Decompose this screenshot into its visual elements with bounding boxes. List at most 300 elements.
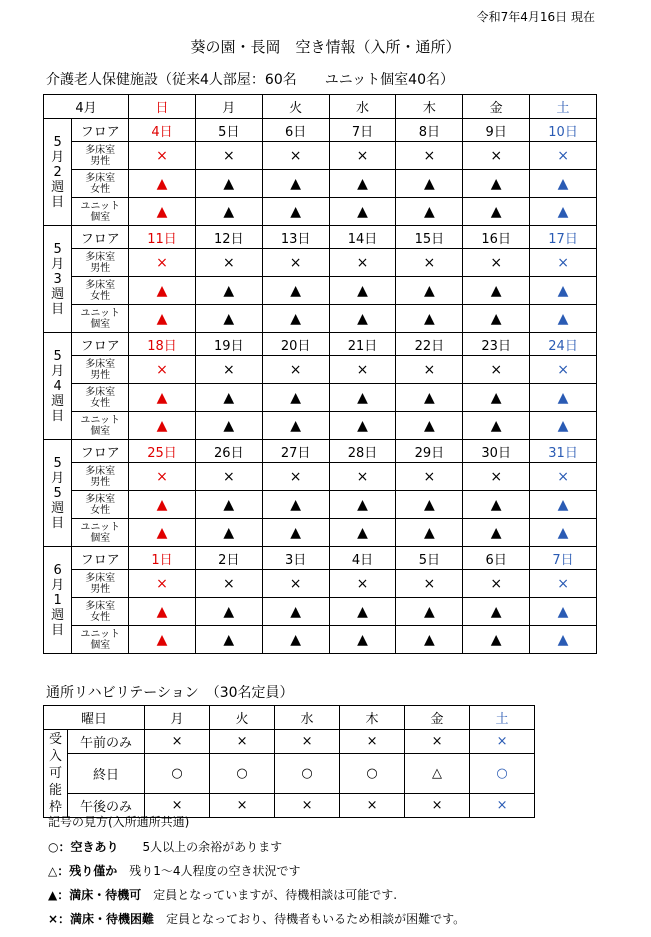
week-label-char: 5 — [53, 485, 62, 501]
day-header: 金 — [463, 95, 530, 119]
date-cell: 14日 — [329, 226, 396, 249]
status-cell: × — [329, 463, 396, 491]
status-cell: ▲ — [129, 626, 196, 654]
week-label-char: 月 — [51, 470, 65, 486]
status-cell: ▲ — [195, 412, 262, 440]
floor-label: フロア — [72, 119, 129, 142]
week-label-char: 目 — [51, 515, 65, 531]
status-cell: ▲ — [129, 277, 196, 305]
male-row — [44, 570, 597, 598]
room-type-label-line: 多床室 — [85, 279, 116, 291]
room-type-label-line: 個室 — [90, 425, 111, 437]
status-cell: ▲ — [195, 491, 262, 519]
status-cell: ▲ — [129, 170, 196, 198]
status-cell: × — [396, 356, 463, 384]
floor-row — [44, 547, 597, 570]
status-cell: ▲ — [195, 305, 262, 333]
status-cell: ▲ — [262, 598, 329, 626]
week-label-char: 1 — [53, 592, 62, 608]
rehab-status-cell: × — [470, 794, 535, 818]
status-cell: ▲ — [262, 384, 329, 412]
week-label-char: 2 — [53, 164, 62, 180]
status-cell: ▲ — [262, 412, 329, 440]
rehab-title: 通所リハビリテーション （30名定員） — [46, 685, 294, 701]
status-cell: ▲ — [463, 412, 530, 440]
status-cell: ▲ — [129, 198, 196, 226]
status-cell: ▲ — [530, 170, 597, 198]
week-label-char: 月 — [51, 149, 65, 165]
male-row — [44, 249, 597, 277]
status-cell: ▲ — [530, 598, 597, 626]
female-row — [44, 170, 597, 198]
status-cell: × — [463, 249, 530, 277]
room-type-label-line: 女性 — [90, 290, 111, 302]
room-type-label — [72, 198, 129, 226]
date-cell: 17日 — [530, 226, 597, 249]
status-cell: ▲ — [329, 277, 396, 305]
week-label-char: 週 — [51, 500, 65, 516]
status-cell: × — [129, 356, 196, 384]
status-cell: × — [530, 570, 597, 598]
room-type-label-line: 個室 — [90, 639, 111, 651]
status-cell: × — [396, 570, 463, 598]
status-cell: ▲ — [396, 491, 463, 519]
floor-row — [44, 440, 597, 463]
floor-row — [44, 333, 597, 356]
room-type-label-line: 個室 — [90, 532, 111, 544]
status-cell: × — [463, 570, 530, 598]
date-cell: 7日 — [530, 547, 597, 570]
room-type-label — [72, 249, 129, 277]
status-cell: ▲ — [530, 305, 597, 333]
status-cell: ▲ — [396, 384, 463, 412]
date-cell: 3日 — [262, 547, 329, 570]
room-type-label — [72, 356, 129, 384]
status-cell: × — [195, 356, 262, 384]
status-cell: ▲ — [396, 198, 463, 226]
date-cell: 5日 — [195, 119, 262, 142]
female-row — [44, 384, 597, 412]
status-cell: × — [129, 142, 196, 170]
status-cell: × — [262, 463, 329, 491]
date-cell: 8日 — [396, 119, 463, 142]
room-type-label-line: 多床室 — [85, 358, 116, 370]
date-text: 令和7年4月16日 現在 — [476, 10, 595, 24]
date-cell: 7日 — [329, 119, 396, 142]
status-cell: ▲ — [195, 384, 262, 412]
status-cell: ▲ — [396, 412, 463, 440]
month-label: 4月 — [44, 95, 129, 119]
date-cell: 10日 — [530, 119, 597, 142]
date-cell: 29日 — [396, 440, 463, 463]
date-cell: 4日 — [329, 547, 396, 570]
status-cell: × — [262, 356, 329, 384]
week-label — [44, 440, 72, 547]
status-cell: × — [329, 356, 396, 384]
week-label-char: 4 — [53, 378, 62, 394]
date-cell: 27日 — [262, 440, 329, 463]
status-cell: × — [396, 463, 463, 491]
week-label-char: 5 — [53, 134, 62, 150]
status-cell: × — [530, 249, 597, 277]
admission-table — [43, 94, 597, 654]
status-cell: × — [262, 142, 329, 170]
status-cell: × — [463, 356, 530, 384]
legend-item — [48, 910, 465, 927]
status-cell: ▲ — [129, 412, 196, 440]
status-cell: ▲ — [195, 170, 262, 198]
rehab-table — [43, 705, 535, 818]
date-cell: 22日 — [396, 333, 463, 356]
room-type-label-line: 多床室 — [85, 493, 116, 505]
room-type-label — [72, 170, 129, 198]
status-cell: ▲ — [463, 170, 530, 198]
status-cell: ▲ — [195, 598, 262, 626]
room-type-label-line: 女性 — [90, 397, 111, 409]
week-label-char: 月 — [51, 577, 65, 593]
rehab-row — [44, 754, 535, 794]
legend-desc: 定員となっていますが、待機相談は可能です. — [153, 888, 398, 902]
room-type-label-line: 多床室 — [85, 172, 116, 184]
room-type-label — [72, 142, 129, 170]
date-cell: 21日 — [329, 333, 396, 356]
rehab-row-label: 終日 — [68, 754, 145, 794]
room-type-label — [72, 491, 129, 519]
room-type-label — [72, 519, 129, 547]
status-cell: × — [463, 142, 530, 170]
week-label-char: 5 — [53, 348, 62, 364]
room-type-label-line: ユニット — [80, 200, 120, 212]
unit-row — [44, 305, 597, 333]
status-cell: ▲ — [530, 491, 597, 519]
status-cell: × — [396, 142, 463, 170]
unit-row — [44, 519, 597, 547]
room-type-label — [72, 626, 129, 654]
female-row — [44, 277, 597, 305]
status-cell: ▲ — [329, 519, 396, 547]
room-type-label — [72, 598, 129, 626]
rehab-day-header: 土 — [470, 706, 535, 730]
room-type-label-line: 多床室 — [85, 600, 116, 612]
floor-label: フロア — [72, 333, 129, 356]
rehab-side-char: 可 — [48, 766, 62, 781]
male-row — [44, 142, 597, 170]
status-cell: × — [195, 463, 262, 491]
legend-key: △：残り僅か — [48, 864, 118, 878]
status-cell: ▲ — [463, 491, 530, 519]
status-cell: ▲ — [463, 277, 530, 305]
date-cell: 28日 — [329, 440, 396, 463]
rehab-status-cell: × — [275, 730, 340, 754]
legend-desc: 5人以上の余裕があります — [142, 840, 283, 854]
rehab-header-row — [44, 706, 535, 730]
rehab-status-cell: ○ — [470, 754, 535, 794]
status-cell: ▲ — [463, 305, 530, 333]
floor-row — [44, 119, 597, 142]
floor-row — [44, 226, 597, 249]
rehab-status-cell: ○ — [275, 754, 340, 794]
status-cell: ▲ — [129, 305, 196, 333]
rehab-side-char: 入 — [48, 749, 62, 764]
rehab-day-header: 月 — [145, 706, 210, 730]
day-header: 月 — [195, 95, 262, 119]
status-cell: ▲ — [530, 519, 597, 547]
status-cell: ▲ — [463, 198, 530, 226]
unit-row — [44, 198, 597, 226]
rehab-status-cell: × — [340, 794, 405, 818]
date-cell: 15日 — [396, 226, 463, 249]
room-type-label-line: ユニット — [80, 414, 120, 426]
room-type-label-line: 多床室 — [85, 572, 116, 584]
page-title: 葵の園・長岡 空き情報（入所・通所） — [190, 38, 461, 56]
status-cell: ▲ — [530, 277, 597, 305]
status-cell: ▲ — [262, 626, 329, 654]
room-type-label-line: 女性 — [90, 183, 111, 195]
room-type-label — [72, 412, 129, 440]
room-type-label-line: 多床室 — [85, 144, 116, 156]
rehab-status-cell: × — [145, 730, 210, 754]
floor-label: フロア — [72, 226, 129, 249]
legend-item — [48, 886, 397, 903]
rehab-status-cell: × — [275, 794, 340, 818]
status-cell: × — [195, 142, 262, 170]
legend-desc: 残り1～4人程度の空き状況です — [129, 864, 301, 878]
room-type-label-line: 男性 — [90, 262, 111, 274]
rehab-status-cell: ○ — [145, 754, 210, 794]
status-cell: ▲ — [530, 626, 597, 654]
status-cell: ▲ — [129, 519, 196, 547]
status-cell: ▲ — [195, 519, 262, 547]
legend-key: ○：空きあり — [48, 840, 119, 854]
room-type-label-line: 個室 — [90, 211, 111, 223]
date-cell: 11日 — [129, 226, 196, 249]
female-row — [44, 491, 597, 519]
date-cell: 12日 — [195, 226, 262, 249]
date-cell: 5日 — [396, 547, 463, 570]
status-cell: ▲ — [262, 305, 329, 333]
legend-item — [48, 862, 301, 879]
rehab-status-cell: ○ — [340, 754, 405, 794]
status-cell: × — [262, 570, 329, 598]
facility-title: 介護老人保健施設（従来4人部屋：60名 ユニット個室40名） — [46, 72, 454, 88]
room-type-label-line: 多床室 — [85, 465, 116, 477]
status-cell: × — [329, 142, 396, 170]
male-row — [44, 463, 597, 491]
status-cell: × — [129, 249, 196, 277]
rehab-status-cell: × — [145, 794, 210, 818]
header-row — [44, 95, 597, 119]
rehab-row-label: 午後のみ — [68, 794, 145, 818]
rehab-status-cell: × — [470, 730, 535, 754]
rehab-status-cell: × — [405, 794, 470, 818]
status-cell: ▲ — [262, 519, 329, 547]
week-label — [44, 119, 72, 226]
status-cell: ▲ — [329, 626, 396, 654]
date-cell: 24日 — [530, 333, 597, 356]
room-type-label-line: 多床室 — [85, 386, 116, 398]
status-cell: × — [195, 249, 262, 277]
rehab-day-header: 水 — [275, 706, 340, 730]
status-cell: ▲ — [396, 519, 463, 547]
room-type-label — [72, 305, 129, 333]
week-label-char: 5 — [53, 455, 62, 471]
week-label-char: 週 — [51, 607, 65, 623]
status-cell: ▲ — [396, 626, 463, 654]
female-row — [44, 598, 597, 626]
room-type-label — [72, 277, 129, 305]
room-type-label-line: 多床室 — [85, 251, 116, 263]
legend-desc: 定員となっており、待機者もいるため相談が困難です。 — [166, 912, 466, 926]
date-cell: 19日 — [195, 333, 262, 356]
status-cell: ▲ — [195, 198, 262, 226]
status-cell: × — [262, 249, 329, 277]
rehab-status-cell: ○ — [210, 754, 275, 794]
legend-title: 記号の見方(入所通所共通) — [48, 815, 190, 829]
date-cell: 13日 — [262, 226, 329, 249]
rehab-row — [44, 730, 535, 754]
rehab-side-char: 枠 — [48, 800, 62, 815]
date-cell: 30日 — [463, 440, 530, 463]
date-cell: 2日 — [195, 547, 262, 570]
date-cell: 18日 — [129, 333, 196, 356]
day-header: 火 — [262, 95, 329, 119]
rehab-row-label: 午前のみ — [68, 730, 145, 754]
legend-item — [48, 838, 282, 855]
rehab-status-cell: × — [340, 730, 405, 754]
status-cell: × — [396, 249, 463, 277]
date-cell: 25日 — [129, 440, 196, 463]
date-cell: 23日 — [463, 333, 530, 356]
day-header: 日 — [129, 95, 196, 119]
status-cell: × — [530, 142, 597, 170]
legend-key: ×：満床・待機困難 — [48, 912, 155, 926]
week-label-char: 目 — [51, 622, 65, 638]
date-cell: 1日 — [129, 547, 196, 570]
status-cell: × — [129, 570, 196, 598]
status-cell: ▲ — [129, 384, 196, 412]
floor-label: フロア — [72, 440, 129, 463]
week-label-char: 5 — [53, 241, 62, 257]
week-label-char: 月 — [51, 363, 65, 379]
rehab-header-label: 曜日 — [44, 706, 145, 730]
rehab-day-header: 火 — [210, 706, 275, 730]
day-header: 土 — [530, 95, 597, 119]
day-header: 木 — [396, 95, 463, 119]
status-cell: ▲ — [262, 491, 329, 519]
male-row — [44, 356, 597, 384]
date-cell: 26日 — [195, 440, 262, 463]
status-cell: ▲ — [262, 277, 329, 305]
rehab-side-char: 受 — [48, 732, 62, 747]
week-label-char: 月 — [51, 256, 65, 272]
unit-row — [44, 626, 597, 654]
week-label-char: 6 — [53, 562, 62, 578]
week-label-char: 週 — [51, 179, 65, 195]
status-cell: ▲ — [463, 598, 530, 626]
status-cell: ▲ — [530, 384, 597, 412]
status-cell: × — [463, 463, 530, 491]
status-cell: ▲ — [329, 384, 396, 412]
status-cell: × — [329, 249, 396, 277]
week-label-char: 週 — [51, 393, 65, 409]
status-cell: × — [129, 463, 196, 491]
week-label — [44, 547, 72, 654]
rehab-status-cell: × — [210, 730, 275, 754]
status-cell: ▲ — [329, 491, 396, 519]
status-cell: ▲ — [262, 198, 329, 226]
status-cell: ▲ — [329, 412, 396, 440]
status-cell: ▲ — [329, 198, 396, 226]
date-cell: 4日 — [129, 119, 196, 142]
rehab-side-label — [44, 730, 68, 818]
status-cell: ▲ — [463, 626, 530, 654]
status-cell: ▲ — [530, 412, 597, 440]
date-cell: 20日 — [262, 333, 329, 356]
week-label-char: 週 — [51, 286, 65, 302]
date-cell: 31日 — [530, 440, 597, 463]
week-label — [44, 333, 72, 440]
floor-label: フロア — [72, 547, 129, 570]
status-cell: ▲ — [463, 384, 530, 412]
status-cell: ▲ — [396, 305, 463, 333]
status-cell: ▲ — [129, 491, 196, 519]
room-type-label-line: ユニット — [80, 521, 120, 533]
week-label — [44, 226, 72, 333]
week-label-char: 3 — [53, 271, 62, 287]
status-cell: ▲ — [463, 519, 530, 547]
date-cell: 9日 — [463, 119, 530, 142]
room-type-label — [72, 384, 129, 412]
status-cell: ▲ — [396, 170, 463, 198]
status-cell: ▲ — [396, 598, 463, 626]
date-cell: 16日 — [463, 226, 530, 249]
room-type-label-line: 女性 — [90, 504, 111, 516]
status-cell: ▲ — [262, 170, 329, 198]
room-type-label-line: ユニット — [80, 307, 120, 319]
room-type-label-line: 個室 — [90, 318, 111, 330]
status-cell: ▲ — [396, 277, 463, 305]
status-cell: × — [530, 463, 597, 491]
room-type-label-line: 男性 — [90, 369, 111, 381]
rehab-status-cell: △ — [405, 754, 470, 794]
room-type-label — [72, 463, 129, 491]
room-type-label-line: 女性 — [90, 611, 111, 623]
date-cell: 6日 — [463, 547, 530, 570]
room-type-label-line: 男性 — [90, 583, 111, 595]
rehab-status-cell: × — [210, 794, 275, 818]
unit-row — [44, 412, 597, 440]
status-cell: ▲ — [195, 626, 262, 654]
rehab-day-header: 金 — [405, 706, 470, 730]
status-cell: × — [195, 570, 262, 598]
status-cell: ▲ — [530, 198, 597, 226]
room-type-label-line: 男性 — [90, 155, 111, 167]
status-cell: ▲ — [195, 277, 262, 305]
status-cell: ▲ — [329, 305, 396, 333]
status-cell: × — [530, 356, 597, 384]
room-type-label-line: 男性 — [90, 476, 111, 488]
status-cell: × — [329, 570, 396, 598]
week-label-char: 目 — [51, 408, 65, 424]
legend-key: ▲：満床・待機可 — [48, 888, 142, 902]
room-type-label-line: ユニット — [80, 628, 120, 640]
week-label-char: 目 — [51, 194, 65, 210]
status-cell: ▲ — [129, 598, 196, 626]
status-cell: ▲ — [329, 598, 396, 626]
status-cell: ▲ — [329, 170, 396, 198]
room-type-label — [72, 570, 129, 598]
week-label-char: 目 — [51, 301, 65, 317]
